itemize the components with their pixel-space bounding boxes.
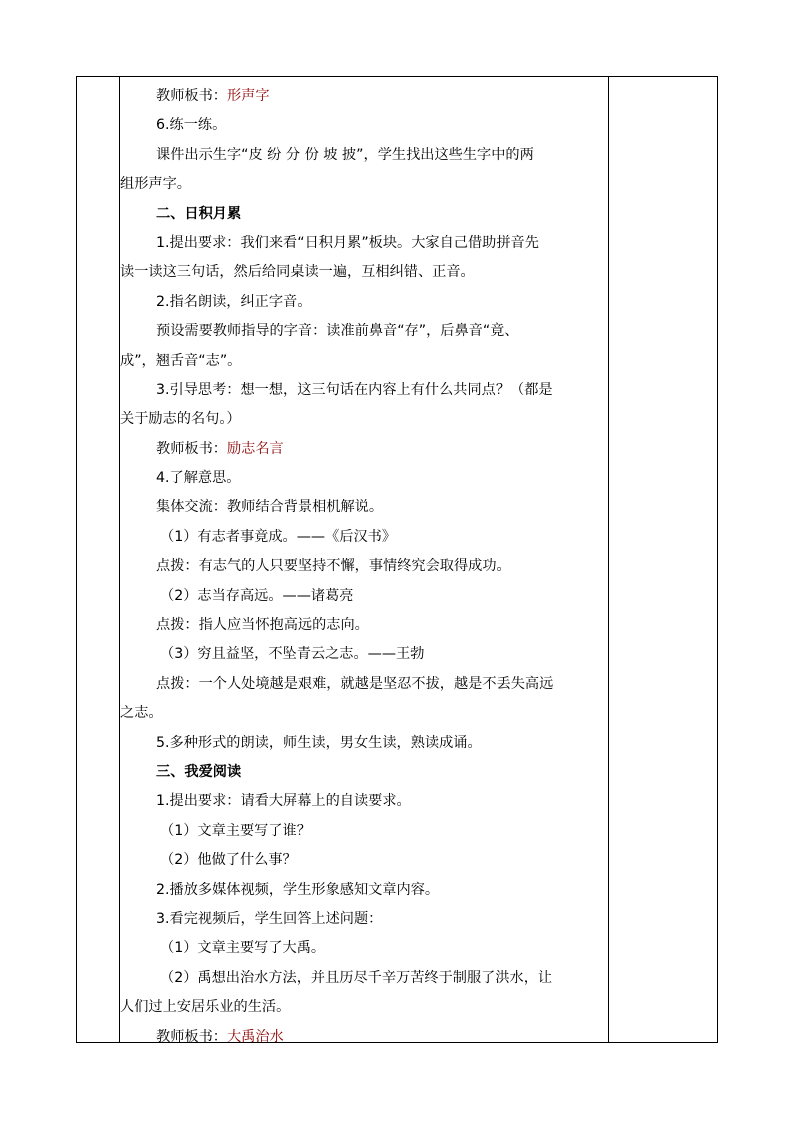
board-note-value: 励志名言 (226, 440, 284, 457)
text-line: （2）志当存高远。——诸葛亮 (160, 587, 354, 604)
board-note-line: 教师板书：大禹治水 (156, 1028, 284, 1045)
text-line: 预设需要教师指导的字音：读准前鼻音“存”，后鼻音“竟、 (156, 323, 519, 340)
text-line: （1）有志者事竟成。——《后汉书》 (160, 528, 397, 545)
text-line: 点拨：有志气的人只要坚持不懈，事情终究会取得成功。 (156, 558, 511, 575)
text-line: 点拨：一个人处境越是艰难，就越是坚忍不拔，越是不丢失高远 (156, 675, 554, 692)
text-line: 课件出示生字“皮 纷 分 份 坡 披”，学生找出这些生字中的两 (156, 146, 534, 163)
text-line: 集体交流：教师结合背景相机解说。 (156, 499, 384, 516)
text-line: 4.了解意思。 (156, 470, 241, 487)
text-line: 关于励志的名句。） (120, 411, 241, 428)
column-divider-right (608, 77, 609, 1042)
text-line: 2.指名朗读，纠正字音。 (156, 293, 312, 310)
section-heading: 三、我爱阅读 (156, 763, 242, 780)
lesson-content (120, 82, 608, 1052)
text-line: （2）禹想出治水方法，并且历尽千辛万苦终于制服了洪水，让 (160, 969, 553, 986)
text-line: 5.多种形式的朗读，师生读，男女生读，熟读成诵。 (156, 734, 482, 751)
board-note-line: 教师板书：励志名言 (156, 440, 284, 457)
text-line: 人们过上安居乐业的生活。 (120, 999, 291, 1016)
text-line: 组形声字。 (120, 176, 191, 193)
section-heading: 二、日积月累 (156, 205, 242, 222)
text-line: 点拨：指人应当怀抱高远的志向。 (156, 617, 369, 634)
board-note-value: 形声字 (226, 88, 270, 104)
text-line: 1.提出要求：请看大屏幕上的自读要求。 (156, 793, 411, 810)
text-line: 3.引导思考：想一想，这三句话在内容上有什么共同点？（都是 (156, 381, 553, 398)
text-line: 6.练一练。 (156, 117, 227, 134)
text-line: （1）文章主要写了大禹。 (160, 940, 326, 957)
text-line: 3.看完视频后，学生回答上述问题： (156, 910, 383, 927)
text-line: 读一读这三句话，然后给同桌读一遍，互相纠错、正音。 (120, 264, 475, 281)
board-note-line: 教师板书：形声字 (156, 88, 270, 104)
text-line: 1.提出要求：我们来看“日积月累”板块。大家自己借助拼音先 (156, 234, 539, 251)
text-line: （1）文章主要写了谁？ (160, 822, 311, 839)
text-line: 成”，翘舌音“志”。 (120, 352, 242, 369)
text-line: 之志。 (120, 705, 163, 722)
text-line: （3）穷且益坚，不坠青云之志。——王勃 (160, 646, 425, 663)
text-line: （2）他做了什么事？ (160, 852, 297, 869)
board-note-value: 大禹治水 (226, 1028, 284, 1045)
text-line: 2.播放多媒体视频，学生形象感知文章内容。 (156, 881, 440, 898)
